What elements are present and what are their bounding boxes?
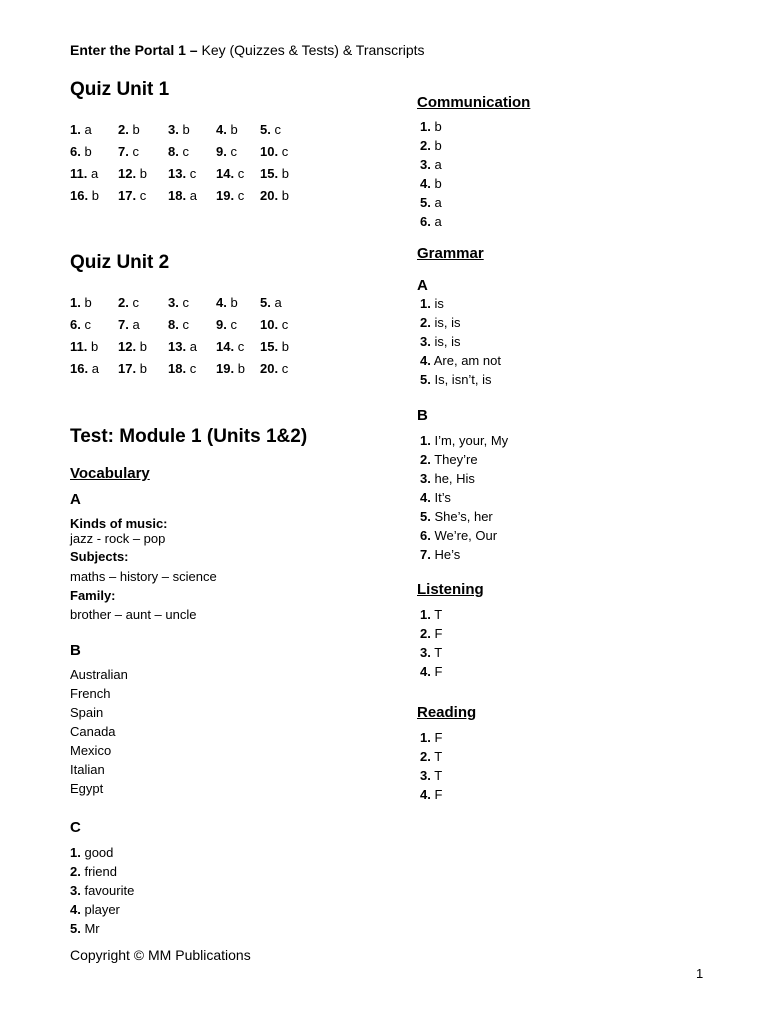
list-item: 1. is — [420, 296, 444, 311]
grammar-b-list — [420, 431, 508, 564]
list-item: 2. T — [420, 749, 443, 764]
answer-cell: 14. c — [216, 339, 245, 354]
vocabulary-c-list — [70, 843, 134, 938]
answer-cell: 13. a — [168, 339, 197, 354]
quiz1-title: Quiz Unit 1 — [70, 79, 170, 100]
list-item: 3. favourite — [70, 883, 135, 898]
vocabulary-c-label: C — [70, 819, 81, 836]
vocabulary-b-label: B — [70, 642, 81, 659]
list-item: Italian — [70, 762, 105, 777]
answer-cell: 18. a — [168, 188, 197, 203]
list-item: 3. is, is — [420, 334, 461, 349]
answer-cell: 12. b — [118, 166, 147, 181]
list-item: Mexico — [70, 743, 112, 758]
list-item: 4. b — [420, 176, 442, 191]
answer-cell: 20. c — [260, 361, 289, 376]
answer-cell: 2. c — [118, 295, 139, 310]
copyright: Copyright © MM Publications — [70, 947, 251, 963]
answer-cell: 16. a — [70, 361, 99, 376]
list-item: 3. he, His — [420, 471, 475, 486]
list-item: 4. F — [420, 664, 443, 679]
vocabulary-b-list — [70, 665, 128, 798]
document-header — [70, 42, 425, 58]
list-item: 1. good — [70, 845, 114, 860]
list-item: 5. Mr — [70, 921, 100, 936]
list-item: Australian — [70, 667, 128, 682]
answer-cell: 11. b — [70, 339, 99, 354]
answer-cell: 7. a — [118, 317, 140, 332]
answer-cell: 3. b — [168, 122, 190, 137]
list-item: French — [70, 686, 111, 701]
reading-heading: Reading — [417, 704, 477, 721]
answer-cell: 18. c — [168, 361, 197, 376]
answer-cell: 4. b — [216, 122, 238, 137]
header-title: Enter the Portal 1 – — [70, 42, 198, 58]
list-item: 3. T — [420, 768, 443, 783]
grammar-a-label: A — [417, 277, 428, 294]
answer-cell: 13. c — [168, 166, 197, 181]
subjects-text: maths – history – science — [70, 569, 217, 584]
answer-cell: 19. c — [216, 188, 245, 203]
subjects-title: Subjects: — [70, 549, 129, 564]
list-item: 1. b — [420, 119, 442, 134]
list-item: 2. friend — [70, 864, 117, 879]
page-number: 1 — [696, 966, 704, 981]
reading-list — [420, 728, 442, 804]
answer-cell: 6. b — [70, 144, 92, 159]
grammar-heading: Grammar — [417, 245, 484, 262]
answer-cell: 8. c — [168, 144, 189, 159]
list-item: 6. a — [420, 214, 442, 229]
answer-cell: 4. b — [216, 295, 238, 310]
list-item: 4. It’s — [420, 490, 451, 505]
answer-cell: 15. b — [260, 166, 289, 181]
answer-cell: 7. c — [118, 144, 139, 159]
family-text: brother – aunt – uncle — [70, 607, 197, 622]
answer-cell: 1. a — [70, 122, 92, 137]
communication-list — [420, 117, 442, 231]
answer-cell: 9. c — [216, 317, 237, 332]
answer-cell: 6. c — [70, 317, 91, 332]
list-item: 2. F — [420, 626, 443, 641]
communication-heading: Communication — [417, 94, 531, 111]
quiz1-answers — [70, 122, 370, 212]
list-item: 4. Are, am not — [420, 353, 501, 368]
list-item: 1. I’m, your, My — [420, 433, 509, 448]
answer-cell: 8. c — [168, 317, 189, 332]
list-item: 7. He’s — [420, 547, 461, 562]
answer-cell: 10. c — [260, 144, 289, 159]
list-item: 4. F — [420, 787, 443, 802]
list-item: 5. a — [420, 195, 442, 210]
list-item: 2. is, is — [420, 315, 461, 330]
family-title: Family: — [70, 588, 116, 603]
listening-heading: Listening — [417, 581, 484, 598]
answer-cell: 11. a — [70, 166, 99, 181]
kinds-of-music-title: Kinds of music: — [70, 516, 168, 531]
quiz2-answers — [70, 295, 370, 385]
list-item: 6. We’re, Our — [420, 528, 498, 543]
answer-cell: 14. c — [216, 166, 245, 181]
quiz2-title: Quiz Unit 2 — [70, 252, 170, 273]
header-subtitle: Key (Quizzes & Tests) & Transcripts — [197, 42, 425, 58]
list-item: 2. They’re — [420, 452, 478, 467]
list-item: 4. player — [70, 902, 120, 917]
answer-cell: 2. b — [118, 122, 140, 137]
list-item: Canada — [70, 724, 116, 739]
list-item: 1. F — [420, 730, 443, 745]
list-item: 3. T — [420, 645, 443, 660]
listening-list — [420, 605, 442, 681]
list-item: 5. Is, isn’t, is — [420, 372, 492, 387]
list-item: 1. T — [420, 607, 443, 622]
answer-cell: 19. b — [216, 361, 245, 376]
answer-cell: 12. b — [118, 339, 147, 354]
grammar-a-list — [420, 294, 501, 389]
answer-cell: 17. c — [118, 188, 147, 203]
vocabulary-a-label: A — [70, 491, 81, 508]
list-item: Egypt — [70, 781, 104, 796]
answer-cell: 5. c — [260, 122, 281, 137]
answer-cell: 10. c — [260, 317, 289, 332]
grammar-b-label: B — [417, 407, 428, 424]
answer-cell: 16. b — [70, 188, 99, 203]
list-item: Spain — [70, 705, 104, 720]
answer-cell: 5. a — [260, 295, 282, 310]
answer-cell: 3. c — [168, 295, 189, 310]
answer-cell: 15. b — [260, 339, 289, 354]
list-item: 5. She’s, her — [420, 509, 493, 524]
list-item: 3. a — [420, 157, 442, 172]
answer-cell: 17. b — [118, 361, 147, 376]
vocabulary-heading: Vocabulary — [70, 465, 150, 482]
list-item: 2. b — [420, 138, 442, 153]
answer-cell: 9. c — [216, 144, 237, 159]
test-title: Test: Module 1 (Units 1&2) — [70, 426, 308, 447]
answer-cell: 20. b — [260, 188, 289, 203]
answer-cell: 1. b — [70, 295, 92, 310]
kinds-of-music-text: jazz - rock – pop — [70, 531, 166, 546]
